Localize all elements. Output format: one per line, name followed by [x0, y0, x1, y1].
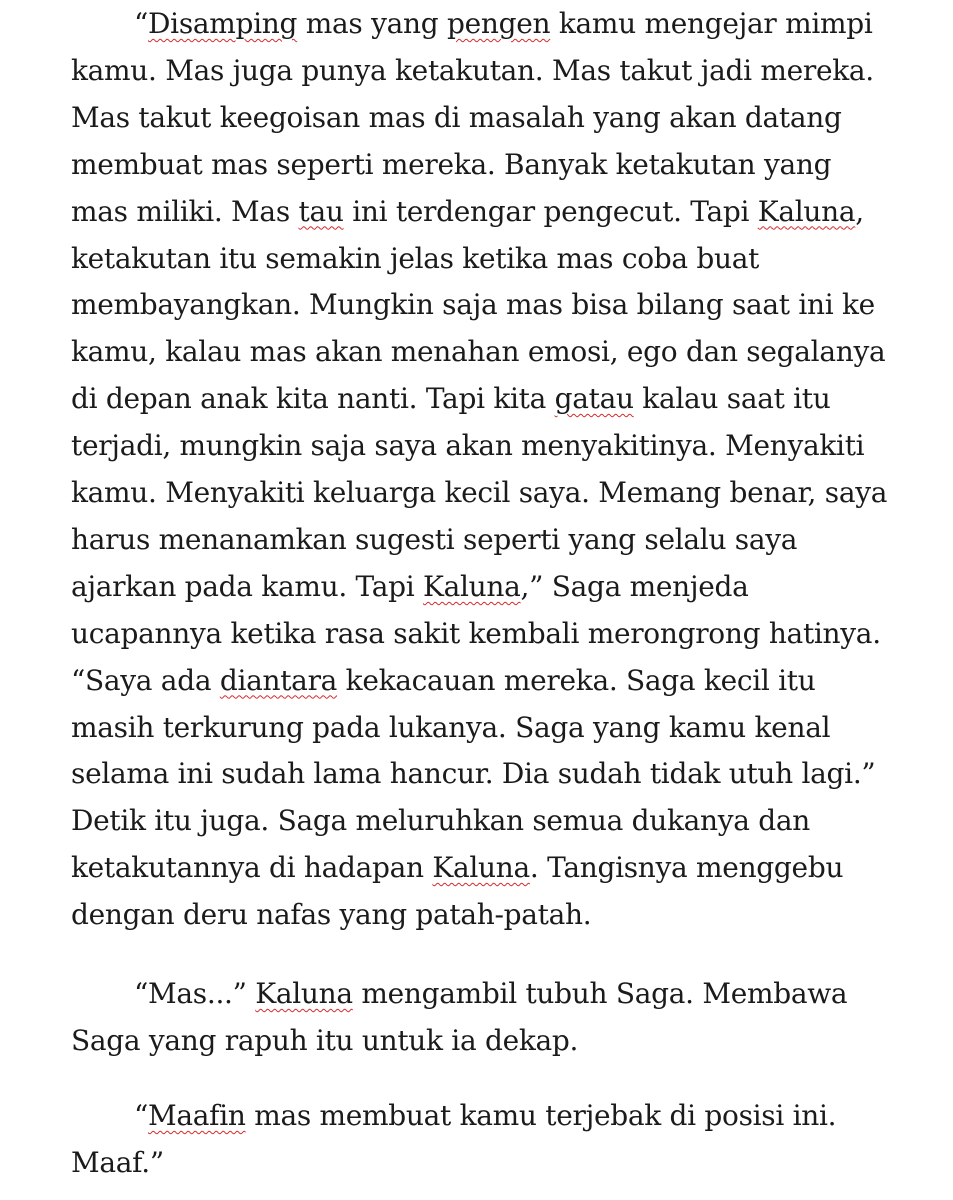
paragraph-line	[71, 891, 591, 939]
paragraph-line	[71, 1017, 578, 1065]
text-run: masih terkurung pada lukanya. Saga yang kamu kenal	[71, 710, 831, 744]
spellcheck-flagged-word: diantara	[219, 663, 338, 697]
text-run: “Mas...”	[134, 977, 256, 1010]
spellcheck-flagged-word: gatau	[554, 382, 634, 416]
paragraph-line	[71, 188, 864, 236]
text-run: kamu mengejar mimpi	[550, 7, 873, 40]
text-run: “Saya ada	[71, 663, 220, 697]
text-run: mas miliki. Mas	[71, 194, 299, 228]
paragraph-first-line	[134, 0, 873, 48]
text-run: kalau saat itu	[633, 382, 831, 416]
paragraph-line	[71, 704, 830, 752]
text-run: kamu. Menyakiti keluarga kecil saya. Memang benar, saya	[71, 476, 888, 509]
text-run: Maaf.”	[71, 1145, 164, 1179]
paragraph-first-line	[134, 970, 847, 1018]
text-run: kekacauan mereka. Saga kecil itu	[337, 663, 816, 697]
text-run: “	[134, 7, 149, 40]
paragraph-line	[71, 1139, 164, 1187]
text-run: ,	[855, 194, 864, 228]
spellcheck-flagged-word: pengen	[446, 7, 551, 40]
text-run: mas yang	[297, 7, 447, 40]
paragraph-line	[71, 281, 875, 329]
text-run: . Tangisnya menggebu	[529, 851, 844, 885]
spellcheck-flagged-word: Kaluna	[423, 569, 521, 603]
text-run: Saga yang rapuh itu untuk ia dekap.	[71, 1023, 579, 1057]
paragraph-line	[71, 47, 874, 95]
text-run: mengambil tubuh Saga. Membawa	[352, 977, 848, 1010]
spellcheck-flagged-word: Kaluna	[432, 851, 530, 885]
text-run: ketakutan itu semakin jelas ketika mas coba buat	[71, 241, 760, 275]
text-run: membayangkan. Mungkin saja mas bisa bilang saat ini ke	[71, 288, 875, 322]
text-run: Mas takut keegoisan mas di masalah yang akan datang	[71, 100, 842, 134]
spellcheck-flagged-word: Disamping	[148, 7, 298, 40]
text-run: ketakutannya di hadapan	[71, 851, 433, 885]
paragraph-line	[71, 141, 831, 189]
paragraph-line	[71, 797, 810, 845]
text-run: ajarkan pada kamu. Tapi	[71, 569, 424, 603]
text-run: terjadi, mungkin saja saya akan menyakitinya. Menyakiti	[71, 429, 865, 463]
text-run: membuat mas seperti mereka. Banyak ketakutan yang	[71, 147, 832, 181]
text-run: Detik itu juga. Saga meluruhkan semua dukanya dan	[71, 804, 811, 838]
text-run: selama ini sudah lama hancur. Dia sudah tidak utuh lagi.”	[71, 757, 876, 791]
paragraph-line	[71, 610, 881, 658]
paragraph-line	[71, 469, 887, 517]
paragraph-line	[71, 750, 875, 798]
paragraph-first-line	[134, 1092, 836, 1140]
paragraph-line	[71, 422, 864, 470]
paragraph-line	[71, 375, 831, 423]
text-run: ,” Saga menjeda	[520, 569, 749, 603]
text-run: ini terdengar pengecut. Tapi	[343, 194, 758, 228]
paragraph-line	[71, 563, 749, 611]
text-run: ucapannya ketika rasa sakit kembali merongrong hatinya.	[71, 616, 881, 650]
paragraph-line	[71, 328, 885, 376]
paragraph-line	[71, 516, 797, 564]
spellcheck-flagged-word: Kaluna	[757, 194, 856, 228]
text-run: mas membuat kamu terjebak di posisi ini.	[245, 1099, 837, 1132]
text-run: kamu. Mas juga punya ketakutan. Mas takut jadi mereka.	[71, 53, 874, 87]
paragraph-line	[71, 844, 843, 892]
text-run: “	[134, 1099, 149, 1132]
text-run: dengan deru nafas yang patah-patah.	[71, 898, 592, 932]
paragraph-line	[71, 657, 816, 705]
spellcheck-flagged-word: tau	[298, 194, 344, 228]
paragraph-line	[71, 94, 842, 142]
text-run: kamu, kalau mas akan menahan emosi, ego dan segalanya	[71, 335, 886, 369]
text-run: di depan anak kita nanti. Tapi kita	[71, 382, 555, 416]
spellcheck-flagged-word: Kaluna	[255, 977, 353, 1010]
text-run: harus menanamkan sugesti seperti yang selalu saya	[71, 522, 798, 556]
spellcheck-flagged-word: Maafin	[148, 1099, 246, 1132]
paragraph-line	[71, 235, 759, 283]
